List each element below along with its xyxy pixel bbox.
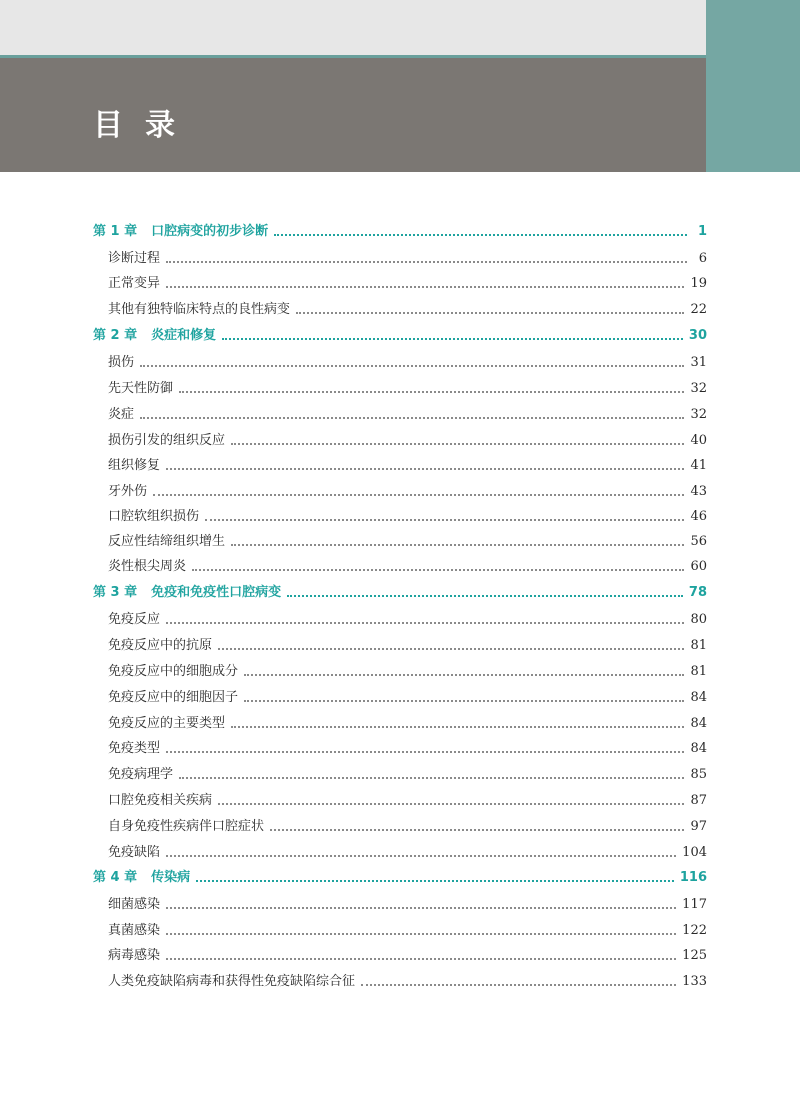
section-title: 免疫缺陷 <box>108 845 161 860</box>
page-number: 117 <box>682 897 707 912</box>
toc-chapter-entry[interactable] <box>93 327 707 345</box>
toc-section-entry[interactable] <box>108 947 707 965</box>
dot-leader <box>166 907 676 909</box>
dot-leader <box>166 286 684 288</box>
toc-section-entry[interactable] <box>108 611 707 629</box>
section-title: 免疫反应中的细胞因子 <box>108 690 239 705</box>
toc-section-entry[interactable] <box>108 844 707 862</box>
toc-chapter-entry[interactable] <box>93 584 707 602</box>
toc-section-entry[interactable] <box>108 792 707 810</box>
page-number: 80 <box>690 612 707 627</box>
page-title: 目录 <box>93 108 197 143</box>
section-title: 免疫病理学 <box>108 767 174 782</box>
dot-leader <box>153 494 684 496</box>
page-number: 19 <box>690 276 707 291</box>
toc-section-entry[interactable] <box>108 818 707 836</box>
section-title: 口腔免疫相关疾病 <box>108 793 213 808</box>
page-number: 60 <box>690 559 707 574</box>
section-title: 其他有独特临床特点的良性病变 <box>108 302 291 317</box>
dot-leader <box>192 569 684 571</box>
page-number: 84 <box>690 716 707 731</box>
dot-leader <box>166 468 684 470</box>
toc-section-entry[interactable] <box>108 637 707 655</box>
page-number: 81 <box>690 664 707 679</box>
page-number: 56 <box>690 534 707 549</box>
page-number: 97 <box>690 819 707 834</box>
section-title: 正常变异 <box>108 276 161 291</box>
dot-leader <box>296 312 684 314</box>
chapter-title: 传染病 <box>151 870 191 885</box>
toc-section-entry[interactable] <box>108 715 707 733</box>
dot-leader <box>361 984 676 986</box>
dot-leader <box>222 338 683 340</box>
page-number: 85 <box>690 767 707 782</box>
section-title: 诊断过程 <box>108 251 161 266</box>
dot-leader <box>196 880 674 882</box>
chapter-number: 第 1 章 <box>93 224 138 239</box>
dot-leader <box>166 958 676 960</box>
dot-leader <box>140 417 684 419</box>
toc-section-entry[interactable] <box>108 973 707 991</box>
dot-leader <box>218 648 684 650</box>
section-title: 免疫类型 <box>108 741 161 756</box>
section-title: 人类免疫缺陷病毒和获得性免疫缺陷综合征 <box>108 974 356 989</box>
section-title: 真菌感染 <box>108 923 161 938</box>
toc-chapter-entry[interactable] <box>93 223 707 241</box>
page-number: 31 <box>690 355 707 370</box>
section-title: 自身免疫性疾病伴口腔症状 <box>108 819 265 834</box>
section-title: 免疫反应 <box>108 612 161 627</box>
dot-leader <box>166 751 684 753</box>
page-number: 81 <box>690 638 707 653</box>
chapter-title: 口腔病变的初步诊断 <box>151 224 269 239</box>
toc-section-entry[interactable] <box>108 483 707 501</box>
dot-leader <box>166 261 687 263</box>
section-title: 炎症 <box>108 407 135 422</box>
page-number: 87 <box>690 793 707 808</box>
dot-leader <box>244 700 684 702</box>
dot-leader <box>231 443 684 445</box>
chapter-number: 第 3 章 <box>93 585 138 600</box>
dot-leader <box>244 674 684 676</box>
page-number: 43 <box>690 484 707 499</box>
dot-leader <box>270 829 684 831</box>
page-number: 22 <box>690 302 707 317</box>
page-number: 122 <box>682 923 707 938</box>
toc-section-entry[interactable] <box>108 663 707 681</box>
dot-leader <box>166 855 676 857</box>
toc-section-entry[interactable] <box>108 766 707 784</box>
section-title: 口腔软组织损伤 <box>108 509 200 524</box>
dot-leader <box>231 726 684 728</box>
dot-leader <box>179 777 684 779</box>
page-number: 6 <box>698 251 707 266</box>
section-title: 病毒感染 <box>108 948 161 963</box>
section-title: 炎性根尖周炎 <box>108 559 187 574</box>
dot-leader <box>231 544 684 546</box>
dot-leader <box>274 234 687 236</box>
dot-leader <box>205 519 684 521</box>
toc-section-entry[interactable] <box>108 922 707 940</box>
toc-chapter-entry[interactable] <box>93 869 707 887</box>
page-number: 41 <box>690 458 707 473</box>
toc-section-entry[interactable] <box>108 533 707 551</box>
page-number: 84 <box>690 690 707 705</box>
toc-section-entry[interactable] <box>108 457 707 475</box>
page-number: 116 <box>679 870 707 885</box>
page-number: 32 <box>690 381 707 396</box>
section-title: 免疫反应的主要类型 <box>108 716 226 731</box>
page-number: 30 <box>688 328 707 343</box>
page-number: 84 <box>690 741 707 756</box>
section-title: 损伤 <box>108 355 135 370</box>
dot-leader <box>166 622 684 624</box>
toc-section-entry[interactable] <box>108 558 707 576</box>
section-title: 细菌感染 <box>108 897 161 912</box>
page-number: 32 <box>690 407 707 422</box>
section-title: 组织修复 <box>108 458 161 473</box>
dot-leader <box>179 391 684 393</box>
chapter-number: 第 2 章 <box>93 328 138 343</box>
dot-leader <box>287 595 683 597</box>
toc-section-entry[interactable] <box>108 689 707 707</box>
toc-section-entry[interactable] <box>108 354 707 372</box>
toc-section-entry[interactable] <box>108 275 707 293</box>
chapter-title: 免疫和免疫性口腔病变 <box>151 585 282 600</box>
section-title: 损伤引发的组织反应 <box>108 433 226 448</box>
toc-section-entry[interactable] <box>108 896 707 914</box>
section-title: 免疫反应中的抗原 <box>108 638 213 653</box>
page-number: 1 <box>697 224 707 239</box>
toc-section-entry[interactable] <box>108 380 707 398</box>
section-title: 先天性防御 <box>108 381 174 396</box>
page-number: 78 <box>688 585 707 600</box>
chapter-title: 炎症和修复 <box>151 328 217 343</box>
page-number: 125 <box>682 948 707 963</box>
page-number: 46 <box>690 509 707 524</box>
page-number: 40 <box>690 433 707 448</box>
toc-section-entry[interactable] <box>108 432 707 450</box>
page-number: 133 <box>682 974 707 989</box>
dot-leader <box>218 803 684 805</box>
section-title: 牙外伤 <box>108 484 148 499</box>
dot-leader <box>166 933 676 935</box>
chapter-number: 第 4 章 <box>93 870 138 885</box>
dot-leader <box>140 365 684 367</box>
section-title: 反应性结缔组织增生 <box>108 534 226 549</box>
page-number: 104 <box>682 845 707 860</box>
toc-section-entry[interactable] <box>108 301 707 319</box>
toc-section-entry[interactable] <box>108 406 707 424</box>
section-title: 免疫反应中的细胞成分 <box>108 664 239 679</box>
toc-section-entry[interactable] <box>108 250 707 268</box>
toc-section-entry[interactable] <box>108 508 707 526</box>
toc-section-entry[interactable] <box>108 740 707 758</box>
